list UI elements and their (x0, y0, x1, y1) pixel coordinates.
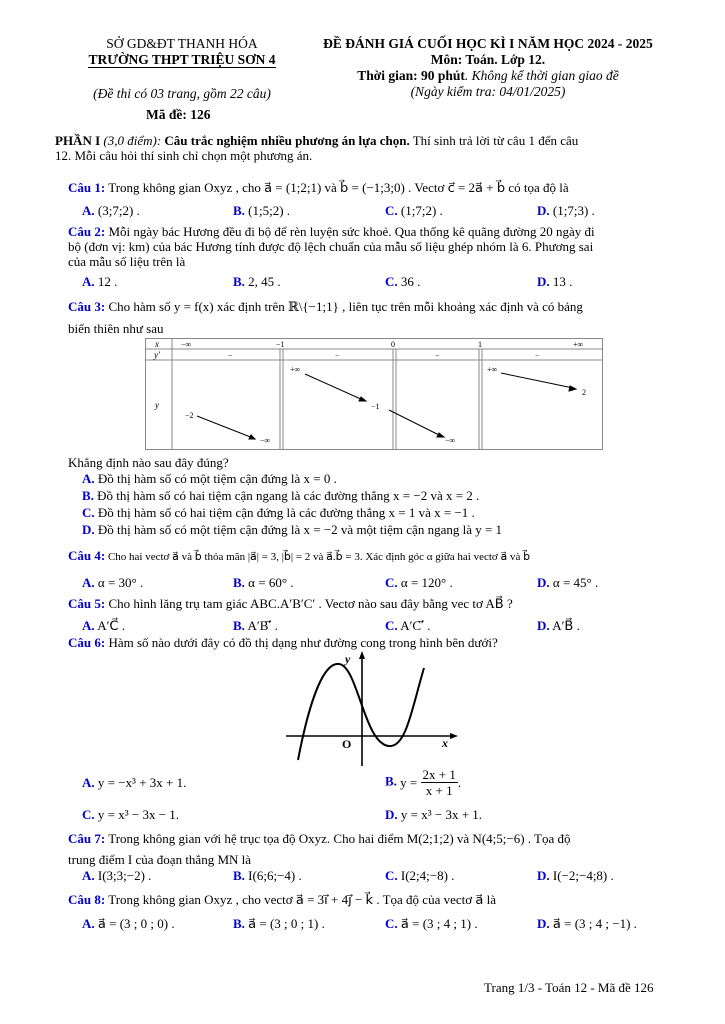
x-val-1: −1 (276, 340, 285, 349)
q2-option-a[interactable]: A. 12 . (82, 274, 118, 289)
q6-option-d[interactable]: D. y = x³ − 3x + 1. (385, 807, 483, 822)
y-val-4: −∞ (445, 436, 456, 445)
dept-name: SỞ GD&ĐT THANH HÓA (106, 36, 258, 51)
sign-3: − (535, 351, 540, 360)
variation-table (145, 338, 603, 450)
q6-option-b[interactable]: B. y = $\frac{2x + 1}{x + 1}$ . (385, 767, 462, 798)
question-1: Câu 1: Trong không gian Oxyz , cho a⃗ = (1;2;1) và b⃗ = (−1;3;0) . Vectơ c⃗ = 2a⃗ + b⃗ có tọa độ là (68, 180, 569, 195)
question-8: Câu 8: Trong không gian Oxyz , cho vectơ a⃗ = 3i⃗ + 4j⃗ − k⃗ . Tọa độ của vectơ a⃗ là (68, 892, 496, 907)
fraction-denominator: x + 1 (425, 783, 453, 798)
q7-option-a[interactable]: A. I(3;3;−2) . (82, 868, 152, 883)
page-footer: Trang 1/3 - Toán 12 - Mã đề 126 (484, 980, 654, 995)
origin-label: O (342, 737, 352, 751)
y-val-1: −∞ (260, 436, 271, 445)
q1-option-d[interactable]: D. (1;7;3) . (537, 203, 595, 218)
q5-option-a[interactable]: A. A′C⃗ . (82, 618, 125, 633)
q1-option-c[interactable]: C. (1;7;2) . (385, 203, 443, 218)
y-val-2: +∞ (290, 365, 301, 374)
header-right (298, 36, 678, 100)
y-val-3: −1 (371, 402, 380, 411)
q3-option-c[interactable]: C. Đồ thị hàm số có hai tiệm cận đứng là các đường thẳng x = 1 và x = −1 . (82, 505, 475, 520)
q5-option-c[interactable]: C. A′C′⃗ . (385, 618, 431, 633)
x-axis-arrow (450, 733, 458, 739)
q8-option-a[interactable]: A. a⃗ = (3 ; 0 ; 0) . (82, 916, 175, 931)
cubic-curve (298, 664, 424, 760)
x-val-0: −∞ (181, 340, 192, 349)
x-val-2: 0 (391, 340, 395, 349)
q5-option-b[interactable]: B. A′B′⃗ . (233, 618, 278, 633)
q8-option-d[interactable]: D. a⃗ = (3 ; 4 ; −1) . (537, 916, 637, 931)
exam-date: (Ngày kiểm tra: 04/01/2025) (410, 84, 566, 99)
q5-option-d[interactable]: D. A′B⃗ . (537, 618, 580, 633)
q4-option-a[interactable]: A. α = 30° . (82, 575, 144, 590)
x-val-4: +∞ (573, 340, 584, 349)
question-4: Câu 4: Cho hai vectơ a⃗ và b⃗ thỏa mãn |a⃗| = 3, |b⃗| = 2 và a⃗.b⃗ = 3. Xác định góc α giữa hai vectơ a⃗ và b⃗ (68, 548, 531, 563)
sign-2: − (435, 351, 440, 360)
y-val-5: +∞ (487, 365, 498, 374)
question-2: Câu 2: Mỗi ngày bác Hương đều đi bộ để rèn luyện sức khoẻ. Qua thống kê quãng đường 20 ngày đi bộ (đơn vị: km) của bác Hương tính được độ lệch chuẩn của mẫu số liệu ghép nhóm là 6. Phương sai của mẫu số liệu trên là (68, 224, 595, 269)
q1-option-a[interactable]: A. (3;7;2) . (82, 203, 140, 218)
q3-option-d[interactable]: D. Đồ thị hàm số có một tiệm cận đứng là x = −2 và một tiệm cận ngang là y = 1 (82, 522, 503, 537)
question-3: Câu 3: Cho hàm số y = f(x) xác định trên ℝ\{−1;1} , liên tục trên mỗi khoảng xác định và có bảng biến thiên như sau (68, 299, 583, 336)
q2-option-c[interactable]: C. 36 . (385, 274, 421, 289)
fraction-numerator: 2x + 1 (422, 767, 456, 782)
question-7: Câu 7: Trong không gian với hệ trục tọa độ Oxyz. Cho hai điểm M(2;1;2) và N(4;5;−6) . Tọa độ trung điểm I của đoạn thẳng MN là (68, 831, 571, 867)
exam-code: Mã đề: 126 (146, 107, 211, 122)
q7-option-b[interactable]: B. I(6;6;−4) . (233, 868, 302, 883)
q2-option-b[interactable]: B. 2, 45 . (233, 274, 281, 289)
q4-option-d[interactable]: D. α = 45° . (537, 575, 599, 590)
q6-option-c[interactable]: C. y = x³ − 3x − 1. (82, 807, 180, 822)
sign-0: − (228, 351, 233, 360)
table-x-label: x (155, 339, 159, 349)
exam-title: ĐỀ ĐÁNH GIÁ CUỐI HỌC KÌ I NĂM HỌC 2024 - 2025 (323, 36, 653, 51)
q7-option-c[interactable]: C. I(2;4;−8) . (385, 868, 455, 883)
sign-1: − (335, 351, 340, 360)
subject: Môn: Toán. Lớp 12. (430, 52, 546, 67)
part1-intro: PHẦN I (3,0 điểm): Câu trắc nghiệm nhiều phương án lựa chọn. Thí sinh trả lời từ câu 1 đến câu 12. Mỗi câu hỏi thí sinh chỉ chọn một phương án. (55, 133, 579, 163)
q3-option-a[interactable]: A. Đồ thị hàm số có một tiệm cận đứng là x = 0 . (82, 471, 337, 486)
pages-note: (Đề thi có 03 trang, gồm 22 câu) (93, 86, 271, 101)
q3-ask: Khẳng định nào sau đây đúng? (68, 455, 229, 470)
school-name: TRƯỜNG THPT TRIỆU SƠN 4 (88, 52, 276, 67)
q4-option-c[interactable]: C. α = 120° . (385, 575, 453, 590)
q2-option-d[interactable]: D. 13 . (537, 274, 573, 289)
x-val-3: 1 (478, 340, 482, 349)
header-left (62, 36, 302, 102)
table-y-label: y (155, 400, 159, 410)
cubic-graph (284, 648, 460, 768)
time-line: Thời gian: 90 phút. Không kể thời gian giao đề (357, 68, 619, 83)
q3-option-b[interactable]: B. Đồ thị hàm số có hai tiệm cận ngang là các đường thẳng x = −2 và x = 2 . (82, 488, 480, 503)
question-6: Câu 6: Hàm số nào dưới đây có đồ thị dạng như đường cong trong hình bên dưới? (68, 635, 498, 650)
y-val-0: −2 (185, 411, 194, 420)
q7-option-d[interactable]: D. I(−2;−4;8) . (537, 868, 614, 883)
q8-option-b[interactable]: B. a⃗ = (3 ; 0 ; 1) . (233, 916, 325, 931)
q1-option-b[interactable]: B. (1;5;2) . (233, 203, 291, 218)
y-axis-arrow (359, 651, 365, 659)
q8-option-c[interactable]: C. a⃗ = (3 ; 4 ; 1) . (385, 916, 478, 931)
y-axis-label: y (345, 652, 351, 666)
q6-option-a[interactable]: A. y = −x³ + 3x + 1. (82, 775, 187, 790)
y-val-6: 2 (582, 388, 586, 397)
x-axis-label: x (442, 736, 448, 750)
q4-option-b[interactable]: B. α = 60° . (233, 575, 294, 590)
table-yp-label: y' (154, 350, 160, 360)
question-5: Câu 5: Cho hình lăng trụ tam giác ABC.A′B′C′ . Vectơ nào sau đây bằng vec tơ AB⃗ ? (68, 596, 513, 611)
